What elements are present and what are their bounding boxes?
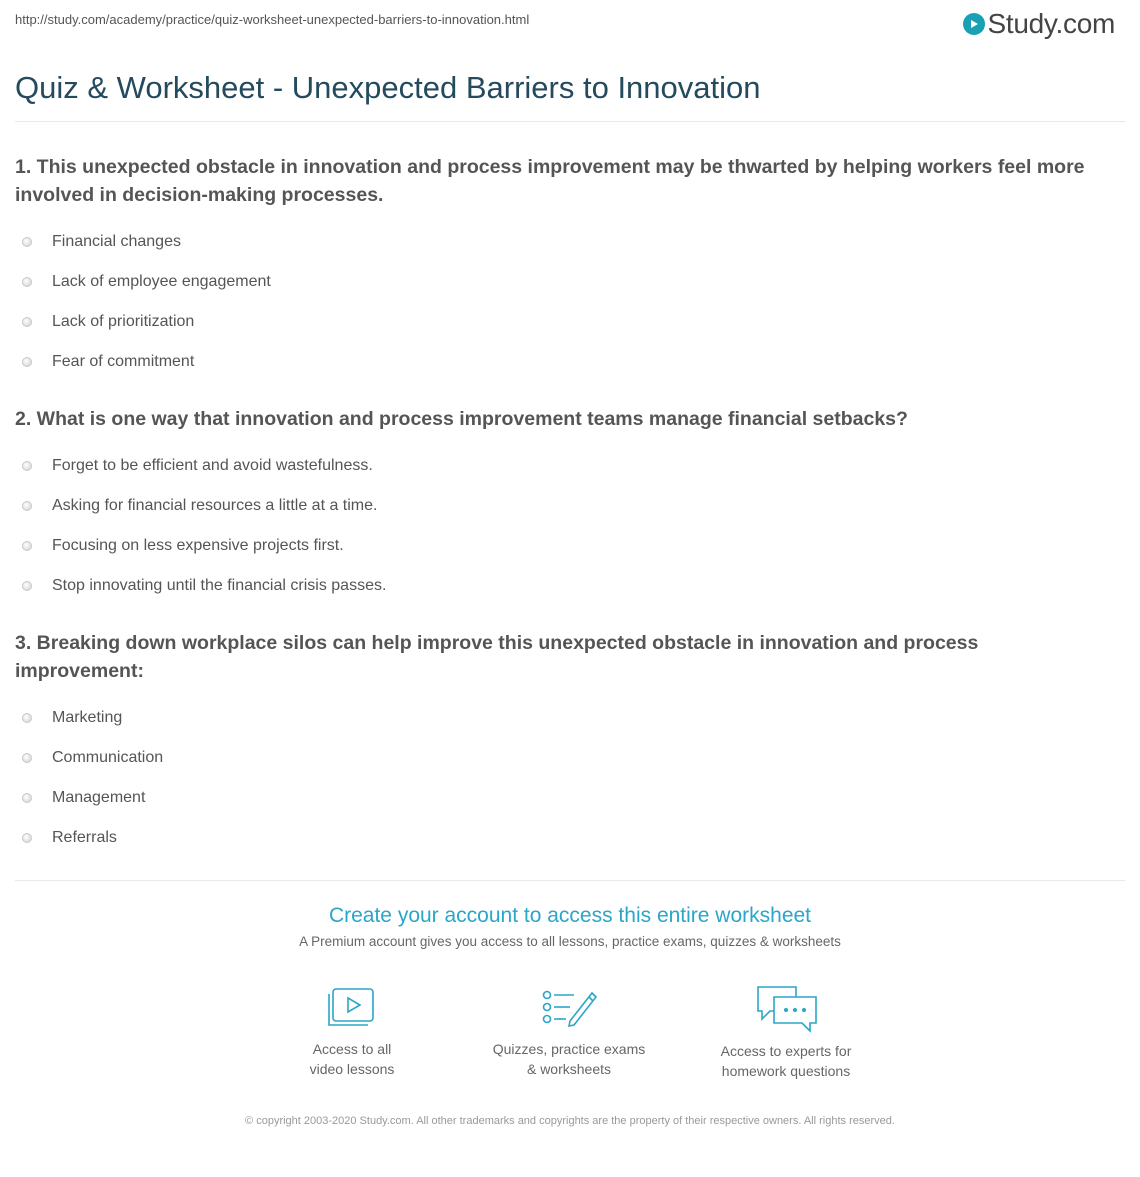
question-1 xyxy=(15,153,1105,382)
feature-line: homework questions xyxy=(721,1063,851,1079)
copyright-text: © copyright 2003-2020 Study.com. All other trademarks and copyrights are the property of their respective owners. All rights reserved. xyxy=(245,1115,895,1127)
answer-label: Lack of prioritization xyxy=(52,313,195,330)
answer-option[interactable] xyxy=(15,222,1105,262)
study-logo[interactable] xyxy=(963,8,1116,40)
create-account-link[interactable]: Create your account to access this entire worksheet xyxy=(328,904,812,927)
radio-icon[interactable] xyxy=(22,581,32,591)
answer-label: Marketing xyxy=(52,709,123,726)
feature-label xyxy=(469,1039,669,1079)
answer-list xyxy=(15,222,1105,382)
answer-label: Financial changes xyxy=(52,233,181,250)
answer-list xyxy=(15,446,1105,606)
answer-label: Fear of commitment xyxy=(52,353,195,370)
radio-icon[interactable] xyxy=(22,541,32,551)
quiz-checklist-icon xyxy=(540,985,598,1031)
radio-icon[interactable] xyxy=(22,357,32,367)
logo-text: Study.com xyxy=(987,8,1115,39)
page-title: Quiz & Worksheet - Unexpected Barriers to Innovation xyxy=(15,70,761,105)
radio-icon[interactable] xyxy=(22,277,32,287)
answer-label: Asking for financial resources a little at a time. xyxy=(52,497,378,514)
feature-line: Quizzes, practice exams xyxy=(492,1041,646,1057)
answer-option[interactable] xyxy=(15,738,1105,778)
answer-label: Forget to be efficient and avoid wastefulness. xyxy=(52,457,373,474)
feature-label xyxy=(252,1039,452,1079)
expert-chat-icon xyxy=(754,985,818,1033)
answer-option[interactable] xyxy=(15,566,1105,606)
answer-option[interactable] xyxy=(15,698,1105,738)
radio-icon[interactable] xyxy=(22,833,32,843)
question-3 xyxy=(15,629,1105,858)
feature-video-lessons xyxy=(252,985,452,1079)
answer-option[interactable] xyxy=(15,778,1105,818)
question-text: 3. Breaking down workplace silos can help improve this unexpected obstacle in innovation and process improvement: xyxy=(15,632,979,682)
answer-list xyxy=(15,698,1105,858)
question-text: 2. What is one way that innovation and process improvement teams manage financial setbacks? xyxy=(15,408,908,430)
radio-icon[interactable] xyxy=(22,793,32,803)
radio-icon[interactable] xyxy=(22,237,32,247)
feature-line: Access to all xyxy=(312,1041,392,1057)
feature-line: video lessons xyxy=(309,1061,395,1077)
top-bar xyxy=(15,10,1125,40)
radio-icon[interactable] xyxy=(22,713,32,723)
answer-label: Management xyxy=(52,789,146,806)
answer-option[interactable] xyxy=(15,342,1105,382)
question-2 xyxy=(15,405,1105,606)
promo-divider xyxy=(15,880,1125,881)
feature-line: Access to experts for xyxy=(720,1043,852,1059)
feature-experts xyxy=(686,985,886,1081)
page-url[interactable]: http://study.com/academy/practice/quiz-worksheet-unexpected-barriers-to-innovation.html xyxy=(15,12,530,27)
play-logo-icon xyxy=(963,13,985,35)
radio-icon[interactable] xyxy=(22,461,32,471)
radio-icon[interactable] xyxy=(22,317,32,327)
answer-label: Referrals xyxy=(52,829,117,846)
radio-icon[interactable] xyxy=(22,501,32,511)
feature-quizzes xyxy=(469,985,669,1079)
answer-label: Focusing on less expensive projects first. xyxy=(52,537,344,554)
answer-option[interactable] xyxy=(15,302,1105,342)
answer-label: Lack of employee engagement xyxy=(52,273,271,290)
video-lesson-icon xyxy=(325,985,379,1031)
answer-option[interactable] xyxy=(15,486,1105,526)
title-divider xyxy=(15,121,1125,122)
answer-label: Stop innovating until the financial crisis passes. xyxy=(52,577,387,594)
question-text: 1. This unexpected obstacle in innovation and process improvement may be thwarted by helping workers feel more involved in decision-making processes. xyxy=(15,156,1085,206)
answer-option[interactable] xyxy=(15,526,1105,566)
answer-option[interactable] xyxy=(15,262,1105,302)
feature-label xyxy=(686,1041,886,1081)
feature-line: & worksheets xyxy=(526,1061,612,1077)
promo-subtitle: A Premium account gives you access to all lessons, practice exams, quizzes & worksheets xyxy=(299,934,841,949)
answer-option[interactable] xyxy=(15,446,1105,486)
answer-label: Communication xyxy=(52,749,164,766)
answer-option[interactable] xyxy=(15,818,1105,858)
radio-icon[interactable] xyxy=(22,753,32,763)
